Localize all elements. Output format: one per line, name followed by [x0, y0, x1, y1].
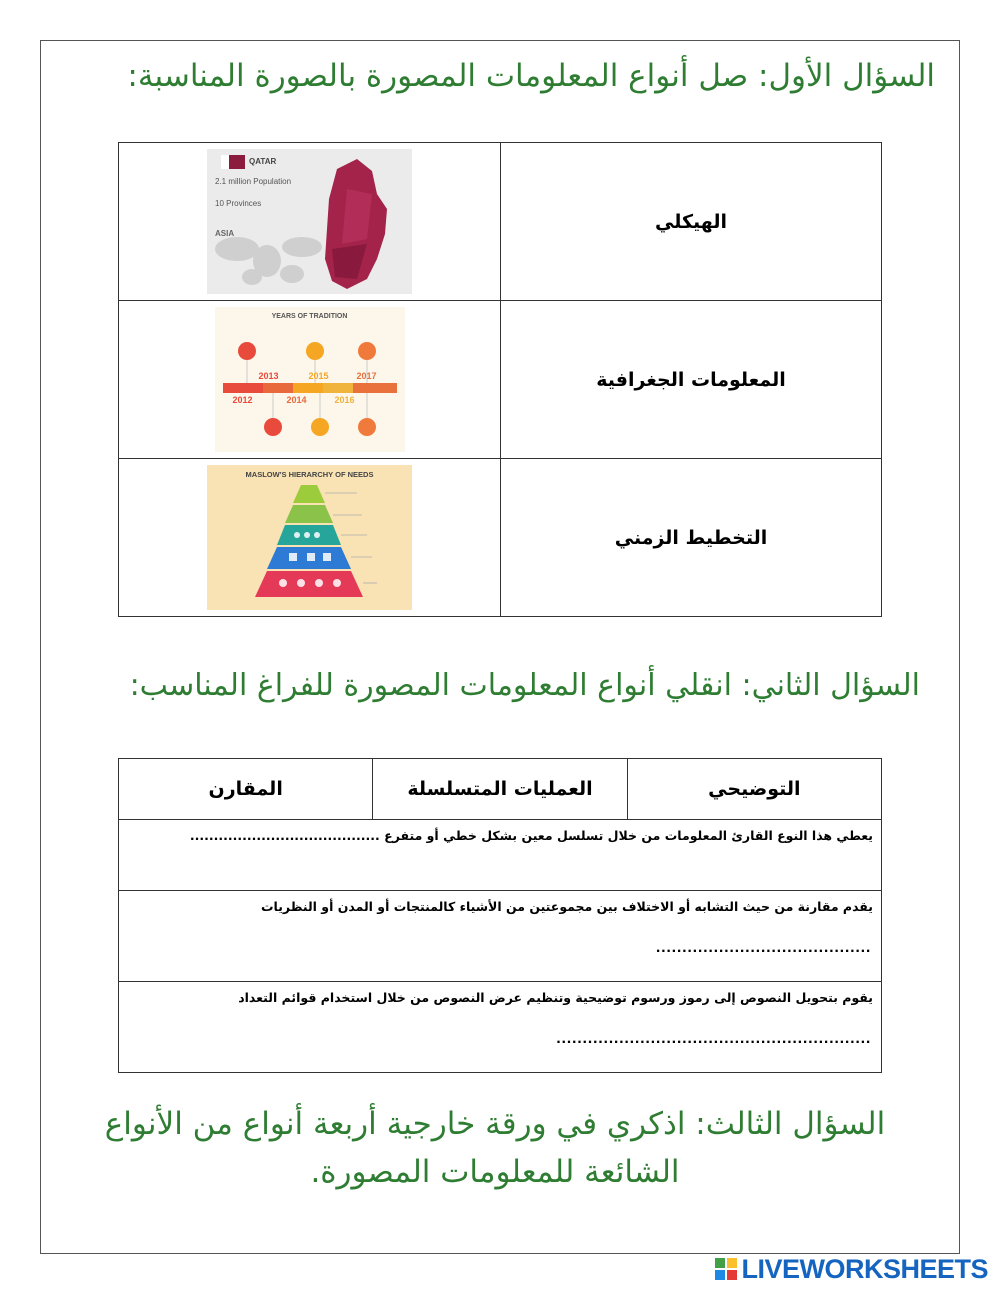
label-cell[interactable]: [501, 459, 882, 617]
timeline-image: [215, 307, 405, 452]
maslow-pyramid-image: [207, 465, 412, 610]
timeline-year-2015: 2015: [308, 371, 329, 381]
liveworksheets-logo-icon: [715, 1258, 737, 1280]
qatar-provinces: 10 Provinces: [215, 199, 262, 208]
matching-row: [119, 143, 882, 301]
label-cell[interactable]: [501, 301, 882, 459]
matching-table: [118, 142, 882, 617]
definition-text: يقوم بتحويل النصوص إلى رموز ورسوم توضيحية وتنظيم عرض النصوص من خلال استخدام قوائم التعداد: [238, 990, 873, 1005]
match-label-structural: الهيكلي: [655, 210, 727, 233]
definition-cell: [119, 891, 882, 982]
maslow-title: MASLOW'S HIERARCHY OF NEEDS: [245, 470, 374, 479]
answer-blank[interactable]: .........................................: [655, 940, 871, 955]
header-row: [119, 759, 882, 820]
liveworksheets-brand[interactable]: [715, 1253, 988, 1284]
timeline-year-2013: 2013: [258, 371, 279, 381]
table-row: [119, 891, 882, 982]
qatar-population: 2.1 million Population: [215, 177, 292, 186]
definition-text: يعطي هذا النوع القارئ المعلومات من خلال تسلسل معين بشكل خطي أو متفرع: [384, 828, 873, 843]
qatar-region: ASIA: [215, 229, 235, 238]
question-2-title: السؤال الثاني: انقلي أنواع المعلومات المصورة للفراغ المناسب:: [129, 668, 920, 703]
option-illustrative[interactable]: التوضيحي: [627, 759, 881, 820]
option-sequential-processes[interactable]: العمليات المتسلسلة: [373, 759, 627, 820]
matching-row: [119, 301, 882, 459]
answer-blank[interactable]: ............................................................: [556, 1031, 871, 1046]
image-cell[interactable]: [119, 143, 501, 301]
timeline-year-2017: 2017: [356, 371, 377, 381]
fill-blank-table: [118, 758, 882, 1073]
question-1-title: السؤال الأول: صل أنواع المعلومات المصورة بالصورة المناسبة:: [127, 58, 935, 94]
match-label-geographic: المعلومات الجغرافية: [596, 368, 786, 391]
match-label-timeline: التخطيط الزمني: [614, 526, 768, 549]
maslow-pyramid-graphic: [207, 465, 412, 610]
table-row: [119, 820, 882, 891]
option-comparative[interactable]: المقارن: [119, 759, 373, 820]
question-3-title: السؤال الثالث: اذكري في ورقة خارجية أربعة أنواع من الأنواع الشائعة للمعلومات المصورة.: [104, 1106, 886, 1190]
timeline-title: YEARS OF TRADITION: [271, 313, 348, 320]
timeline-year-2014: 2014: [286, 395, 307, 405]
qatar-title: QATAR: [249, 157, 277, 166]
timeline-year-2016: 2016: [334, 395, 355, 405]
definition-cell: [119, 982, 882, 1073]
qatar-map-graphic: [207, 149, 412, 294]
answer-blank[interactable]: ........................................: [189, 828, 380, 843]
image-cell[interactable]: [119, 301, 501, 459]
table-row: [119, 982, 882, 1073]
qatar-map-image: [207, 149, 412, 294]
brand-name: LIVEWORKSHEETS: [741, 1253, 988, 1284]
definition-cell: [119, 820, 882, 891]
timeline-year-2012: 2012: [232, 395, 253, 405]
matching-row: [119, 459, 882, 617]
definition-text: يقدم مقارنة من حيث التشابه أو الاختلاف بين مجموعتين من الأشياء كالمنتجات أو المدن أو النظريات: [260, 899, 873, 914]
image-cell[interactable]: [119, 459, 501, 617]
label-cell[interactable]: [501, 143, 882, 301]
